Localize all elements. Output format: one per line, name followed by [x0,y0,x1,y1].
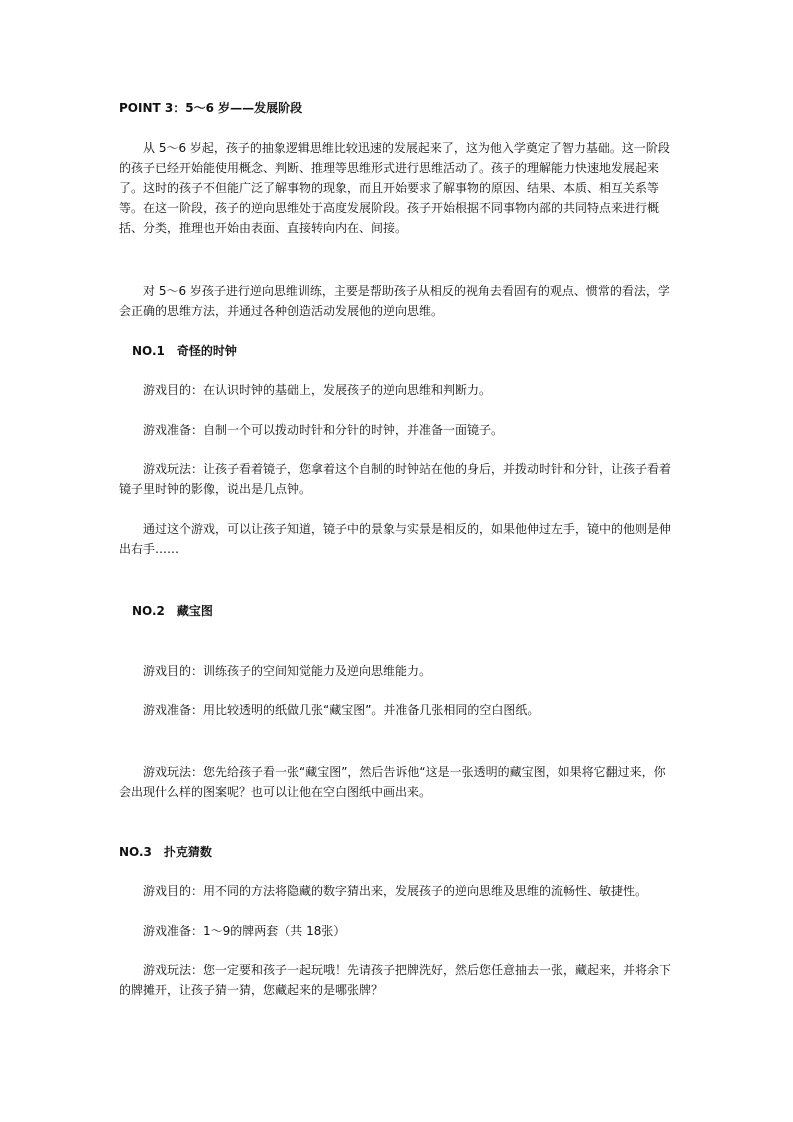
game-1-prep: 游戏准备：自制一个可以拨动时针和分针的时钟，并准备一面镜子。 [143,423,504,437]
game-1-goal: 游戏目的：在认识时钟的基础上，发展孩子的逆向思维和判断力。 [143,383,492,397]
training-paragraph: 对 5～6 岁孩子进行逆向思维训练，主要是帮助孩子从相反的视角去看固有的观点、惯常的看法，学会正确的思维方法，并通过各种创造活动发展他的逆向思维。 [119,284,670,318]
game-2-goal: 游戏目的：训练孩子的空间知觉能力及逆向思维能力。 [143,664,432,678]
game-3-goal: 游戏目的：用不同的方法将隐藏的数字猜出来，发展孩子的逆向思维及思维的流畅性、敏捷性。 [143,884,648,898]
game-1-play: 游戏玩法：让孩子看着镜子，您拿着这个自制的时钟站在他的身后，并拨动时针和分针，让孩子看着镜子里时钟的影像，说出是几点钟。 [119,462,672,496]
game-3-title: NO.3 扑克猜数 [119,845,212,859]
game-2-play: 游戏玩法：您先给孩子看一张“藏宝图”，然后告诉他“这是一张透明的藏宝图，如果将它翻过来，你会出现什么样的图案呢？也可以让他在空白图纸中画出来。 [119,765,666,799]
game-2-title: NO.2 藏宝图 [132,604,213,618]
intro-paragraph: 从 5～6 岁起，孩子的抽象逻辑思维比较迅速的发展起来了，这为他入学奠定了智力基础。这一阶段的孩子已经开始能使用概念、判断、推理等思维形式进行思维活动了。孩子的理解能力快速地发展起来了。这时的孩子不但能广泛了解事物的现象，而且开始要求了解事物的原因、结果、本质、相互关系等等。在这一阶段，孩子的逆向思维处于高度发展阶段。孩子开始根据不同事物内部的共同特点来进行概括、分类，推理也开始由表面、直接转向内在、间接。 [119,141,670,235]
game-2-prep: 游戏准备：用比较透明的纸做几张“藏宝图”。并准备几张相同的空白图纸。 [143,703,540,717]
game-3-play: 游戏玩法：您一定要和孩子一起玩哦！先请孩子把牌洗好，然后您任意抽去一张，藏起来，并将余下的牌摊开，让孩子猜一猜，您藏起来的是哪张牌？ [119,963,672,997]
game-3-prep: 游戏准备：1～9的牌两套（共 18张） [143,924,346,938]
section-heading: POINT 3：5～6 岁——发展阶段 [119,101,303,115]
game-1-note: 通过这个游戏，可以让孩子知道，镜子中的景象与实景是相反的，如果他伸过左手，镜中的他则是伸出右手…… [119,522,672,556]
game-1-title: NO.1 奇怪的时钟 [132,344,237,358]
